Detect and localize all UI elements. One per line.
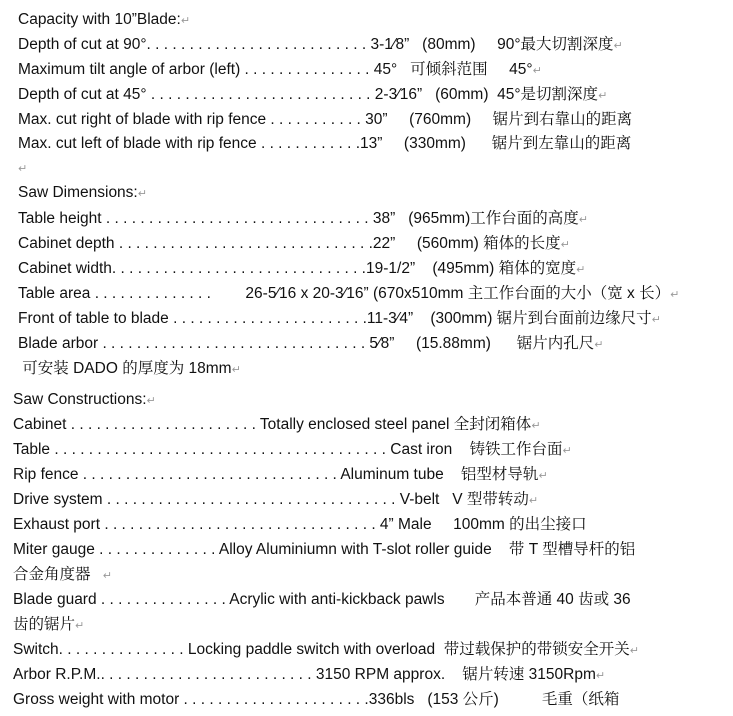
constructions-row: Miter gauge . . . . . . . . . . . . . . Alloy Aluminiumn with T-slot roller guide 带 T 型槽导杆的铝	[13, 541, 636, 558]
dimensions-row: Table area . . . . . . . . . . . . . . 26-5⁄16 x 20-3⁄16” (670x510mm 主工作台面的大小（宽 x 长）↵	[18, 285, 680, 302]
capacity-row: Maximum tilt angle of arbor (left) . . . . . . . . . . . . . . . 45° 可倾斜范围 45°↵	[18, 61, 542, 78]
constructions-row: Switch. . . . . . . . . . . . . . . Locking paddle switch with overload 带过载保护的带锁安全开关↵	[13, 641, 639, 658]
constructions-row: Blade guard . . . . . . . . . . . . . . . Acrylic with anti-kickback pawls 产品本普通 40 齿或 36	[13, 591, 631, 608]
constructions-row: Drive system . . . . . . . . . . . . . . . . . . . . . . . . . . . . . . . . . . V-belt V 型带转动↵	[13, 491, 539, 508]
constructions-row: Table . . . . . . . . . . . . . . . . . . . . . . . . . . . . . . . . . . . . . . . Cast iron 铸铁工作台面↵	[13, 441, 572, 458]
constructions-row: Rip fence . . . . . . . . . . . . . . . . . . . . . . . . . . . . . . Aluminum tube 铝型材导轨↵	[13, 466, 548, 483]
capacity-row: Depth of cut at 90°. . . . . . . . . . . . . . . . . . . . . . . . . . 3-1⁄8” (80mm) 90°最大切割深度↵	[18, 36, 623, 53]
paragraph-mark: ↵	[18, 163, 28, 175]
constructions-row: Exhaust port . . . . . . . . . . . . . . . . . . . . . . . . . . . . . . . . 4” Male 100mm 的出尘接口	[13, 516, 587, 533]
dimensions-row: Table height . . . . . . . . . . . . . . . . . . . . . . . . . . . . . . . 38” (965mm)工作台面的高度↵	[18, 210, 588, 227]
dimensions-row: Blade arbor . . . . . . . . . . . . . . . . . . . . . . . . . . . . . . . 5⁄8” (15.88mm) 锯片内孔尺↵	[18, 335, 604, 352]
capacity-row: Depth of cut at 45° . . . . . . . . . . . . . . . . . . . . . . . . . . 2-3⁄16” (60mm) 45°是切割深度↵	[18, 86, 608, 103]
capacity-row: Max. cut right of blade with rip fence . . . . . . . . . . . 30” (760mm) 锯片到右靠山的距离	[18, 111, 633, 128]
capacity-row: Max. cut left of blade with rip fence . . . . . . . . . . . .13” (330mm) 锯片到左靠山的距离	[18, 135, 632, 152]
dimensions-heading: Saw Dimensions:↵	[18, 184, 147, 201]
constructions-row-continued: 齿的锯片↵	[13, 616, 85, 633]
capacity-heading: Capacity with 10”Blade:↵	[18, 11, 191, 28]
constructions-row: Arbor R.P.M.. . . . . . . . . . . . . . . . . . . . . . . . . 3150 RPM approx. 锯片转速 3150Rpm↵	[13, 666, 606, 683]
constructions-row-continued: 合金角度器 ↵	[13, 566, 112, 583]
constructions-row: Gross weight with motor . . . . . . . . . . . . . . . . . . . . . .336bls (153 公斤) 毛重（纸箱	[13, 691, 620, 708]
constructions-heading: Saw Constructions:↵	[13, 391, 156, 408]
constructions-row: Cabinet . . . . . . . . . . . . . . . . . . . . . . Totally enclosed steel panel 全封闭箱体↵	[13, 416, 541, 433]
dimensions-row: Cabinet depth . . . . . . . . . . . . . . . . . . . . . . . . . . . . . .22” (560mm) 箱体的长度↵	[18, 235, 570, 252]
dimensions-row: Cabinet width. . . . . . . . . . . . . . . . . . . . . . . . . . . . . .19-1/2” (495mm) 箱体的宽度↵	[18, 260, 586, 277]
dimensions-note: 可安装 DADO 的厚度为 18mm↵	[18, 360, 241, 377]
dimensions-row: Front of table to blade . . . . . . . . . . . . . . . . . . . . . . .11-3⁄4” (300mm) 锯片到台面前边缘尺寸↵	[18, 310, 661, 327]
